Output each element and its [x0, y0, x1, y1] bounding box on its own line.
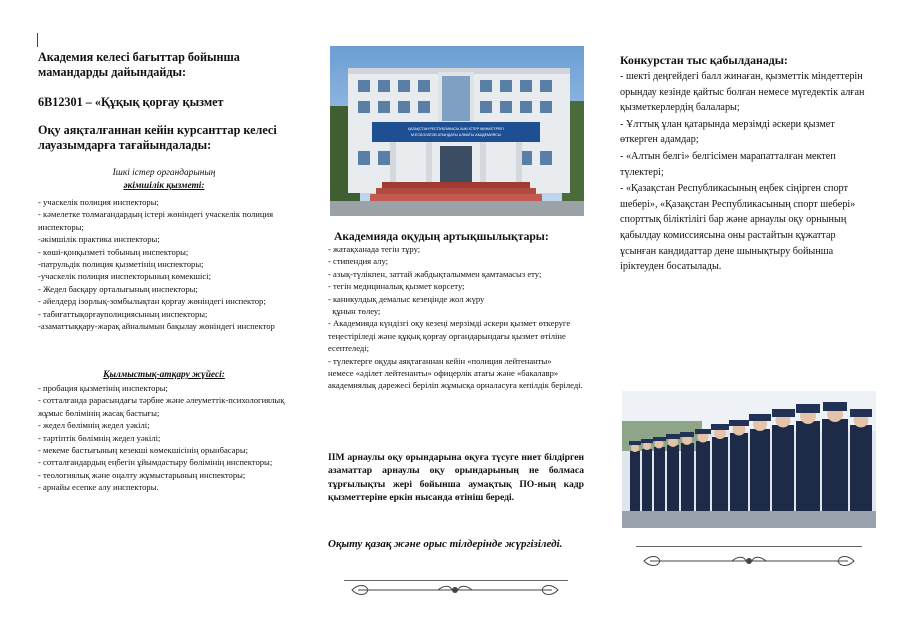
ornament-divider — [640, 553, 858, 569]
non-competitive-heading: Конкурстан тыс қабылданады: — [620, 53, 788, 67]
list-item: - көші-қонқызметі тобының инспекторы; — [38, 246, 189, 257]
group1-list — [38, 196, 290, 332]
list-item: - азық-түлікпен, заттай жабдықталыммен қамтамасыз ету; — [328, 268, 542, 279]
list-item: - жедел бөлімнің жедел уәкілі; — [38, 420, 150, 431]
languages-note: Оқыту қазақ және орыс тілдерінде жүргізіледі. — [328, 538, 563, 550]
sign-text-line1: ҚАЗАҚСТАН РЕСПУБЛИКАСЫ ІШКІ ІСТЕР МИНИСТРЛІГІ — [407, 127, 505, 131]
list-item: немесе «әділет лейтенанты» офицерлік атағы және «бакалавр» академиялық дәрежесі беріліп жұмысқа орналасуға кепілдік беріледі. — [328, 368, 583, 391]
list-item: - стипендия алу; — [328, 256, 389, 267]
list-item: - түлектерге оқуды аяқтағаннан кейін «полиция лейтенанты» — [328, 355, 552, 366]
program-code: 6В12301 – «Құқық қорғау қызмет — [38, 95, 224, 109]
academy-building-photo — [330, 46, 584, 216]
list-item: - Ұлттық ұлан қатарында мерзімді әскери қызмет өткерген адамдар; — [620, 118, 835, 146]
ornament-divider — [348, 582, 562, 598]
list-item: -учаскелік полиция инспекторының көмекшісі; — [38, 271, 211, 282]
divider-line — [344, 580, 568, 581]
group1-title — [38, 167, 290, 193]
group1-title-line1: Ішкі істер органдарының — [112, 168, 216, 178]
list-item: - тәртіптік бөлімнің жедел уәкілі; — [38, 432, 161, 443]
list-item: - әйелдерд ізорлық-зомбылықтан қорғау жөніндегі инспектор; — [38, 296, 266, 307]
list-item: - жатақханада тегін тұру; — [328, 244, 421, 254]
list-item: - арнайы есепке алу инспекторы. — [38, 482, 159, 493]
list-item: - учаскелік полиция инспекторы; — [38, 197, 159, 207]
cadets-photo — [622, 391, 876, 528]
list-item: - сотталғандардың еңбегін ұйымдастыру бөлімінің инспекторы; — [38, 457, 273, 468]
list-item: - Академияда күндізгі оқу кезеңі мерзімді әскери қызмет өткеруге теңестіріледі және құқық қорғау органдарындағы қызмет өтіліне есептеледі; — [328, 318, 571, 354]
list-item: - табиғаттықорғауполициясының инспекторы; — [38, 308, 208, 319]
group1-title-line2: әкімшілік қызметі: — [123, 181, 205, 191]
list-item: - мекеме бастығының кезекші көмекшісінің орынбасары; — [38, 445, 248, 456]
divider-line — [636, 546, 862, 547]
list-item: - тегін медициналық қызмет көрсету; — [328, 281, 465, 292]
group2-title: Қылмыстық-атқару жүйесі: — [103, 370, 225, 380]
text-cursor — [37, 33, 38, 47]
list-item: - кәмелетке толмағандардың істері жөніндегі учаскелік полиция инспекторы; — [38, 209, 274, 232]
application-note: ІІМ арнаулы оқу орындарына оқуға түсуге ниет білдірген азаматтар арнаулы оқу орындарының не болмаса тұрғылықты жері бойынша аумақтық ПО-ның кадр қызметтеріне еркін нысанда өтініш береді. — [328, 452, 584, 504]
non-competitive-list — [620, 69, 874, 276]
list-item: - «Қазақстан Республикасының еңбек сіңірген спорт шебері», «Қазақстан Республикасының спорт шебері» спорттық біліктілігі бар және арнаулы оқу орнының қабылдау комиссиясына оны растайтын құжаттар ұсынған кандидаттар дене шынықтыру бойынша іріктеуден босатылады. — [620, 183, 856, 273]
advantages-list — [328, 243, 584, 392]
list-item: -азаматтыққару-жарақ айналымын бақылау жөніндегі инспектор — [38, 321, 275, 332]
list-item: - Жедел басқару орталығының инспекторы; — [38, 283, 198, 294]
list-item: - «Алтын белгі» белгісімен марапатталған мектеп түлектері; — [620, 150, 836, 178]
list-item: - сотталғанда рарасындағы тәрбие және әлеуметтік-психологиялық жұмыс бөлімінің жасақ бастығы; — [38, 395, 285, 418]
advantages-heading: Академияда оқудың артықшылықтары: — [334, 230, 549, 243]
positions-heading: Оқу аяқталғаннан кейін курсанттар келесі лауазымдарға тағайындалады: — [38, 123, 277, 152]
group2-list — [38, 382, 290, 494]
list-item: -патрульдік полиция қызметінің инспекторы; — [38, 259, 204, 270]
list-item: - каникулдық демалыс кезеңінде жол жүру — [328, 293, 485, 304]
list-item: - шекті деңгейдегі балл жинаған, қызметтік міндеттерін орындау кезінде қайтыс болған немесе мүгедектік алған қызметкерлердің балалары; — [620, 71, 865, 114]
list-item: құнын төлеу; — [328, 306, 381, 317]
list-item: - пробация қызметінің инспекторы; — [38, 383, 168, 393]
list-item: - теологиялық және оңалту жұмыстарының инспекторы; — [38, 469, 246, 480]
sign-text-line2: М.ЕСБОЛАТОВ АТЫНДАҒЫ АЛМАТЫ АКАДЕМИЯСЫ — [411, 133, 501, 137]
section-heading: Академия келесі бағыттар бойынша мамандарды дайындайды: — [38, 50, 240, 79]
list-item: -әкімшілік практика инспекторы; — [38, 234, 160, 245]
